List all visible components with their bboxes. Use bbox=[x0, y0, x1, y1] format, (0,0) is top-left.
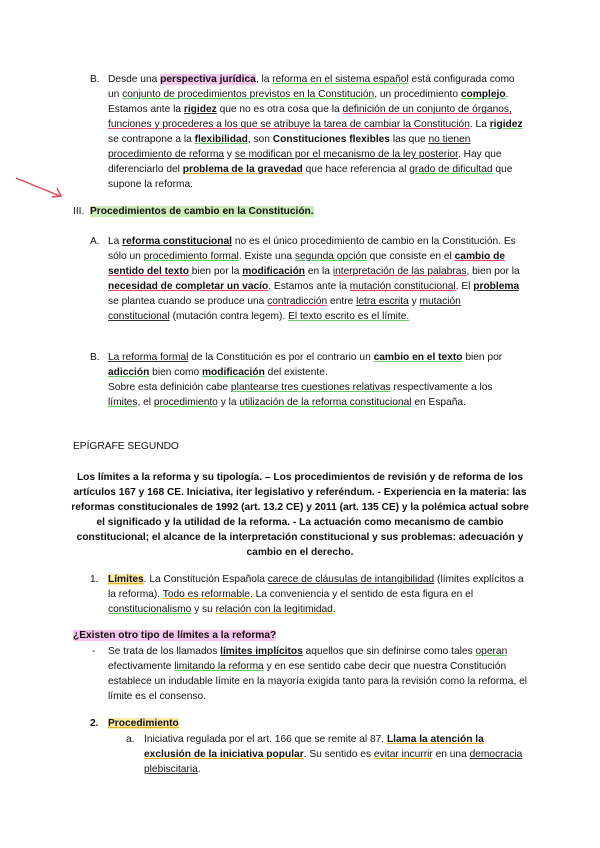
list-marker: a. bbox=[126, 734, 135, 745]
paragraph-mutacion: La reforma constitucional no es el único procedimiento de cambio en la Constitución. Es sólo un procedimiento formal. Existe una segunda opción que consiste en el cambio de sentido del texto bien por la modificación en la interpretación de las palabras, bien por la necesidad de completar un vacío. Estamos ante la mutación constitucional. El problema se plantea cuando se produce una contradicción entre letra escrita y mutación constitucional (mutación contra legem). El texto escrito es el límite. bbox=[108, 236, 520, 322]
arrow-annotation-icon bbox=[14, 176, 66, 200]
subsection-heading: Procedimiento bbox=[108, 718, 179, 729]
paragraph-reforma-formal: La reforma formal de la Constitución es por el contrario un cambio en el texto bien por adicción bien como modificación del existente. Sobre esta definición cabe plantearse tres cuestiones relativas respectivamente a los límites, el procedimiento y la utilización de la reforma constitucional en España. bbox=[108, 352, 503, 408]
paragraph-rigidez: Desde una perspectiva jurídica, la reforma en el sistema español está configurada como un conjunto de procedimientos previstos en la Constitución, un procedimiento complejo. Estamos ante la rigidez que no es otra cosa que la definición de un conjunto de órganos, funciones y procederes a los que se atribuye la tarea de cambiar la Constitución. La rigidez se contrapone a la flexibilidad, son Constituciones flexibles las que no tienen procedimiento de reforma y se modifican por el mecanismo de la ley posterior. Hay que diferenciarlo del problema de la gravedad que hace referencia al grado de dificultad que supone la reforma. bbox=[108, 74, 523, 190]
question-heading: ¿Existen otro tipo de límites a la reforma? bbox=[73, 630, 277, 641]
list-marker: B. bbox=[90, 74, 100, 85]
section-numeral: III. bbox=[73, 206, 85, 217]
bullet-marker: - bbox=[92, 646, 96, 657]
chapter-summary: Los límites a la reforma y su tipología. – Los procedimientos de revisión y de reforma de los artículos 167 y 168 CE. Iniciativa, iter legislativo y referéndum. - Experiencia en la materia: las reformas constitucionales de 1992 (art. 13.2 CE) y 2011 (art. 135 CE) y la polémica actual sobre el significado y la utilidad de la reforma. - La actuación como mecanismo de cambio constitucional; el alcance de la interpretación constitucional y sus problemas: adecuación y cambio en el derecho. bbox=[71, 472, 529, 558]
paragraph-limites-implicitos: Se trata de los llamados límites implícitos aquellos que sin definirse como tales operan efectivamente limitando la reforma y en ese sentido cabe decir que nuestra Constitución establece un indudable límite en la mayoría exigida tanto para la revisión como la reforma, el límite es el consenso. bbox=[108, 646, 528, 702]
paragraph-iniciativa: Iniciativa regulada por el art. 166 que se remite al 87. Llama la atención la exclusión de la iniciativa popular. Su sentido es evitar incurrir en una democracia plebiscitaria. bbox=[144, 734, 523, 775]
list-marker: B. bbox=[90, 352, 100, 363]
section-heading: Procedimientos de cambio en la Constitución. bbox=[90, 206, 314, 217]
paragraph-limites: Límites. La Constitución Española carece de cláusulas de intangibilidad (límites explícitos a la reforma). Todo es reformable. La conveniencia y el sentido de esta figura en el constitucionalismo y su relación con la legitimidad. bbox=[108, 574, 524, 615]
list-marker: 2. bbox=[90, 718, 99, 729]
chapter-heading: EPÍGRAFE SEGUNDO bbox=[73, 441, 179, 452]
list-marker: 1. bbox=[90, 574, 99, 585]
list-marker: A. bbox=[90, 236, 100, 247]
